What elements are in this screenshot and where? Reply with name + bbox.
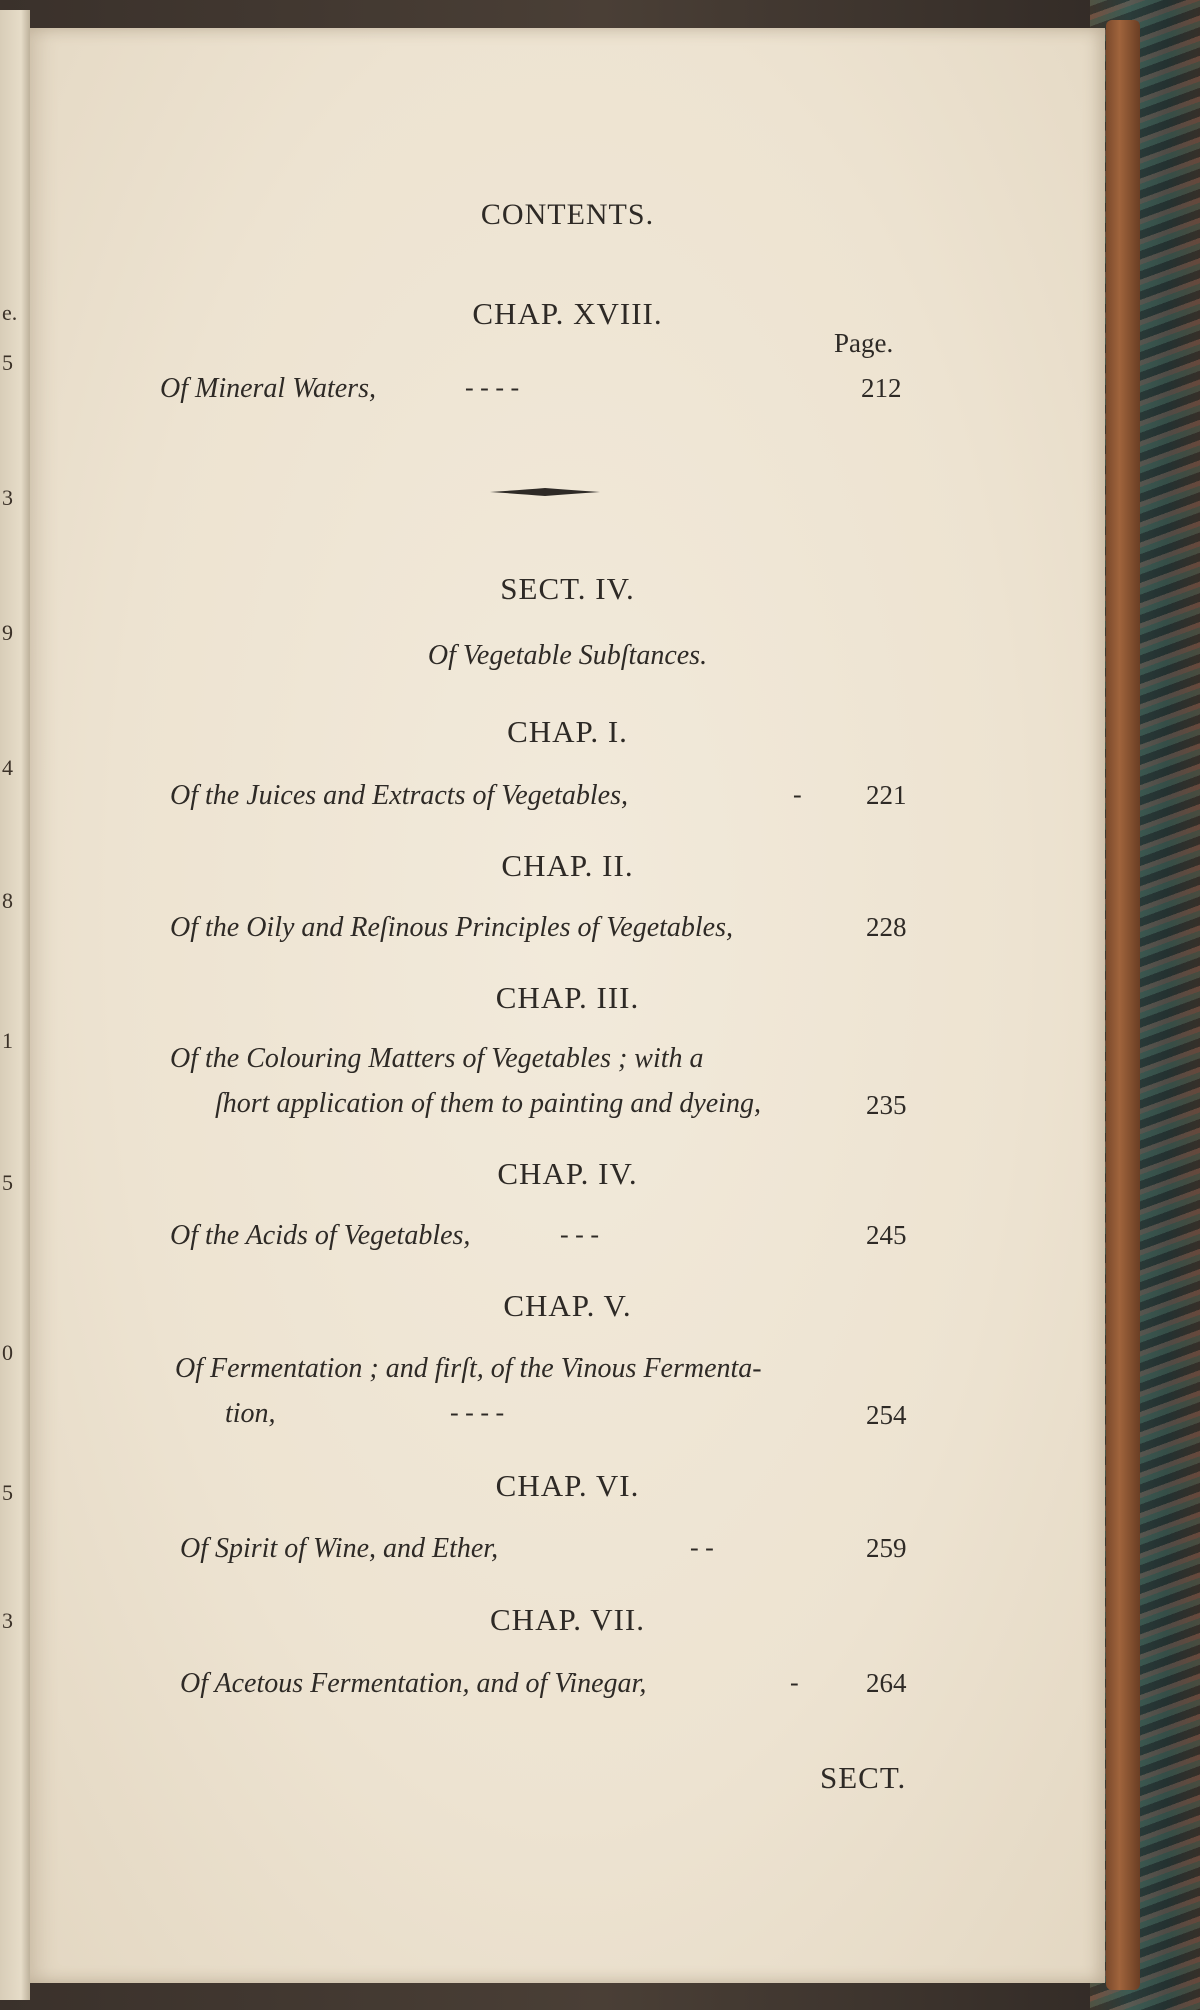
- toc-entry-title: Of the Acids of Vegetables,: [170, 1220, 471, 1251]
- chapter-heading: CHAP. I.: [507, 714, 628, 749]
- page-column-label: Page.: [834, 328, 894, 358]
- chapter-heading: CHAP. VI.: [495, 1468, 640, 1503]
- chapter-heading: CHAP. III.: [495, 980, 640, 1015]
- facing-page-fragment: 3: [2, 485, 13, 510]
- toc-entry-page: 254: [866, 1400, 907, 1430]
- toc-entry-title-continued: tion,: [225, 1398, 276, 1429]
- chapter-heading: CHAP. V.: [503, 1288, 632, 1323]
- facing-page-fragment: 5: [2, 1170, 13, 1195]
- toc-entry-page: 259: [866, 1533, 907, 1563]
- facing-page-fragment: 9: [2, 620, 13, 645]
- toc-entry-leader: -: [793, 780, 802, 809]
- toc-entry-page: 228: [866, 912, 907, 942]
- facing-page-fragment: 8: [2, 888, 13, 913]
- chapter-heading: CHAP. XVIII.: [472, 296, 663, 331]
- facing-page-fragment: e.: [2, 300, 18, 325]
- facing-page-fragment: 5: [2, 1480, 13, 1505]
- catchword: SECT.: [820, 1760, 907, 1795]
- page-title: CONTENTS.: [480, 198, 655, 231]
- facing-page-fragment: 0: [2, 1340, 13, 1365]
- toc-entry-title: Of the Oily and Reſinous Principles of Vegetables,: [170, 912, 734, 943]
- toc-entry-title: Of Acetous Fermentation, and of Vinegar,: [180, 1668, 647, 1699]
- toc-entry-title: Of the Colouring Matters of Vegetables ; with a: [170, 1043, 704, 1074]
- toc-entry-leader: - - - -: [465, 373, 520, 402]
- chapter-heading: CHAP. VII.: [490, 1602, 645, 1637]
- toc-entry-leader: - - - -: [450, 1398, 505, 1427]
- toc-entry-page: 221: [866, 780, 907, 810]
- toc-entry-title-continued: ſhort application of them to painting and dyeing,: [215, 1088, 761, 1119]
- facing-page-strip: [0, 10, 30, 2000]
- book-page: [30, 28, 1105, 1983]
- toc-entry-page: 212: [861, 373, 902, 403]
- section-heading: SECT. IV.: [500, 571, 635, 606]
- facing-page-fragment: 1: [2, 1028, 13, 1053]
- facing-page-fragment: 4: [2, 755, 13, 780]
- chapter-heading: CHAP. IV.: [497, 1156, 638, 1191]
- toc-entry-leader: - - -: [560, 1220, 599, 1249]
- ornamental-rule: [490, 488, 600, 496]
- toc-entry-leader: -: [790, 1668, 799, 1697]
- leather-spine-edge: [1106, 20, 1140, 1990]
- toc-entry-title: Of Spirit of Wine, and Ether,: [180, 1533, 499, 1564]
- toc-entry-title: Of Fermentation ; and firſt, of the Vinous Fermenta-: [175, 1353, 762, 1384]
- toc-entry-leader: - -: [690, 1533, 714, 1562]
- facing-page-fragment: 5: [2, 350, 13, 375]
- toc-entry-title: Of the Juices and Extracts of Vegetables,: [170, 780, 628, 811]
- section-subtitle: Of Vegetable Subſtances.: [427, 640, 708, 671]
- toc-entry-title: Of Mineral Waters,: [160, 373, 376, 404]
- toc-entry-page: 245: [866, 1220, 907, 1250]
- facing-page-fragment: 3: [2, 1608, 13, 1633]
- toc-entry-page: 235: [866, 1090, 907, 1120]
- chapter-heading: CHAP. II.: [501, 848, 634, 883]
- toc-entry-page: 264: [866, 1668, 907, 1698]
